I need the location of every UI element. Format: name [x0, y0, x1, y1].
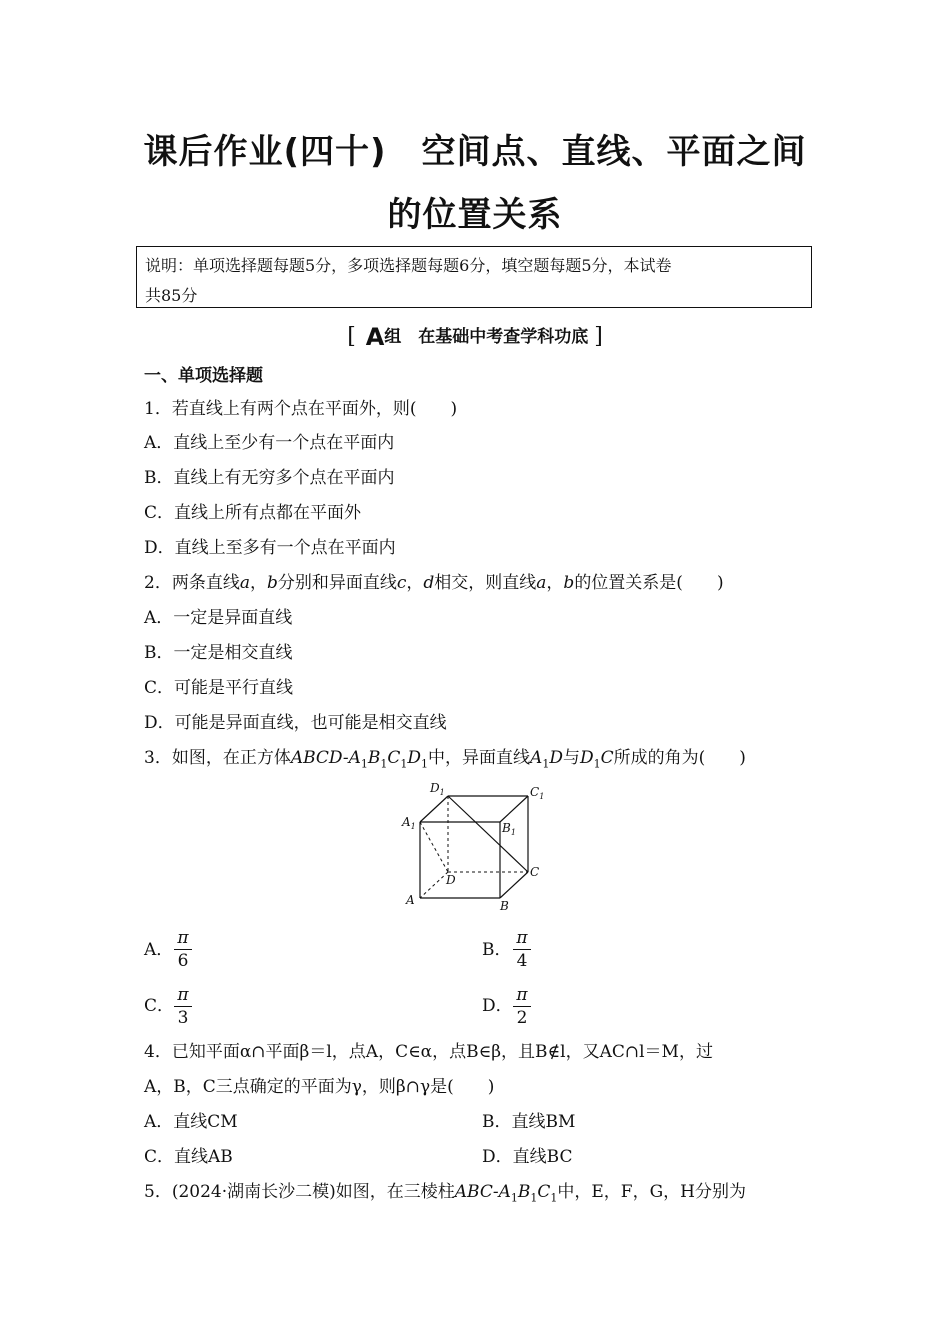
q3-text: 与: [562, 748, 580, 768]
q3-line-name: A: [530, 748, 543, 768]
fraction-bar: [513, 949, 531, 950]
subscript: 1: [360, 757, 368, 771]
subscript: 1: [380, 757, 388, 771]
fraction-bar: [174, 949, 192, 950]
subscript: 1: [400, 757, 408, 771]
subscript: 1: [542, 757, 550, 771]
q4-option-c: C．直线AB: [144, 1147, 233, 1167]
q2-option-d: D．可能是异面直线，也可能是相交直线: [144, 713, 447, 733]
fraction-numerator: π: [177, 985, 189, 1005]
fraction-denominator: 6: [177, 951, 189, 971]
label-c1: $C_1$: [530, 785, 545, 801]
q5-text: 5．(2024·湖南长沙二模)如图，在三棱柱: [144, 1182, 455, 1202]
label-c: C: [530, 865, 540, 879]
cube-figure: [396, 778, 556, 914]
q2-var-c: c: [396, 573, 407, 593]
q3-line-name: C: [600, 748, 614, 768]
q3-option-b-label: B．: [482, 940, 512, 960]
q2-text: 分别和异面直线: [277, 573, 397, 593]
group-heading: [0, 322, 950, 351]
q3-text: 中，异面直线: [428, 748, 531, 768]
q2-text: 2．两条直线: [144, 573, 240, 593]
q2-option-b: B．一定是相交直线: [144, 643, 293, 663]
q2-text: 的位置关系是( ): [574, 573, 724, 593]
label-d1: $D_1$: [430, 781, 445, 797]
fraction-denominator: 4: [516, 951, 528, 971]
fraction-bar: [513, 1006, 531, 1007]
q2-text: ，: [546, 573, 564, 593]
q2-option-a: A．一定是异面直线: [144, 608, 293, 628]
cube-edge: [500, 796, 528, 822]
q2-text: ，: [249, 573, 267, 593]
subscript: 1: [550, 1191, 558, 1205]
q2-var-b: b: [563, 573, 575, 593]
fraction-numerator: π: [516, 928, 528, 948]
cube-hidden-edge: [420, 872, 448, 898]
q3-option-c-fraction: [174, 985, 192, 1028]
group-badge-letter: A: [365, 323, 385, 351]
q3-cube-name: D: [407, 748, 422, 768]
q2-text: ，: [406, 573, 424, 593]
q3-text: 3．如图，在正方体: [144, 748, 291, 768]
subscript: 1: [530, 1191, 538, 1205]
section-heading: 一、单项选择题: [144, 366, 263, 386]
q2-option-c: C．可能是平行直线: [144, 678, 294, 698]
q3-text: 所成的角为( ): [613, 748, 746, 768]
q3-cube-name: B: [367, 748, 381, 768]
q5-text: 中，E，F，G，H分别为: [557, 1182, 747, 1202]
q4-stem-line2: A，B，C三点确定的平面为γ，则β∩γ是( ): [144, 1077, 495, 1097]
fraction-numerator: π: [177, 928, 189, 948]
q3-cube-name: C: [387, 748, 401, 768]
subscript: 1: [421, 757, 429, 771]
q3-option-c-label: C．: [144, 996, 175, 1016]
cube-edge: [420, 796, 448, 822]
line-a1-d: [420, 822, 448, 872]
q2-var-a: a: [239, 573, 250, 593]
q5-prism-name: B: [517, 1182, 531, 1202]
q5-prism-name: ABC-A: [454, 1182, 511, 1202]
q3-option-d-fraction: [513, 985, 531, 1028]
q4-option-b: B．直线BM: [482, 1112, 576, 1132]
q1-option-d: D．直线上至多有一个点在平面内: [144, 538, 396, 558]
fraction-bar: [174, 1006, 192, 1007]
page-title-line1: 课后作业(四十) 空间点、直线、平面之间: [143, 132, 807, 172]
cube-edge: [500, 872, 528, 898]
group-left-bracket: [: [347, 324, 356, 349]
q3-option-b-fraction: [513, 928, 531, 971]
q2-text: 相交，则直线: [434, 573, 537, 593]
q1-option-a: A．直线上至少有一个点在平面内: [144, 433, 395, 453]
group-label: 组 在基础中考查学科功底: [384, 327, 589, 347]
instructions-line1: 说明：单项选择题每题5分，多项选择题每题6分，填空题每题5分，本试卷: [145, 256, 672, 275]
label-b1: $B_1$: [502, 821, 516, 837]
q3-option-a-label: A．: [144, 940, 174, 960]
q3-line-name: D: [549, 748, 563, 768]
q3-option-d-label: D．: [482, 996, 513, 1016]
subscript: 1: [510, 1191, 518, 1205]
q4-option-d: D．直线BC: [482, 1147, 573, 1167]
q2-var-b: b: [266, 573, 278, 593]
fraction-denominator: 3: [177, 1008, 189, 1028]
q2-stem: [144, 571, 724, 595]
subscript: 1: [593, 757, 601, 771]
label-a: A: [406, 893, 415, 907]
q2-var-d: d: [423, 573, 435, 593]
fraction-denominator: 2: [516, 1008, 528, 1028]
q4-option-a: A．直线CM: [144, 1112, 238, 1132]
q3-cube-name: ABCD-A: [290, 748, 361, 768]
q1-stem: 1．若直线上有两个点在平面外，则( ): [144, 399, 458, 419]
page-title-line2: 的位置关系: [387, 195, 563, 235]
q2-var-a: a: [536, 573, 547, 593]
q5-stem: [144, 1180, 746, 1210]
q1-option-c: C．直线上所有点都在平面外: [144, 503, 362, 523]
label-a1: $A_1$: [402, 815, 416, 831]
q3-line-name: D: [579, 748, 594, 768]
label-b: B: [500, 899, 509, 913]
q4-stem-line1: 4．已知平面α∩平面β＝l，点A，C∈α，点B∈β，且B∉l，又AC∩l＝M，过: [144, 1042, 713, 1062]
q3-option-a-fraction: [174, 928, 192, 971]
instructions-box: [136, 246, 812, 308]
group-right-bracket: ]: [594, 324, 603, 349]
instructions-line2: 共85分: [145, 286, 198, 305]
label-d: D: [446, 873, 456, 887]
q5-prism-name: C: [537, 1182, 551, 1202]
q1-option-b: B．直线上有无穷多个点在平面内: [144, 468, 395, 488]
q3-stem: [144, 746, 746, 776]
fraction-numerator: π: [516, 985, 528, 1005]
